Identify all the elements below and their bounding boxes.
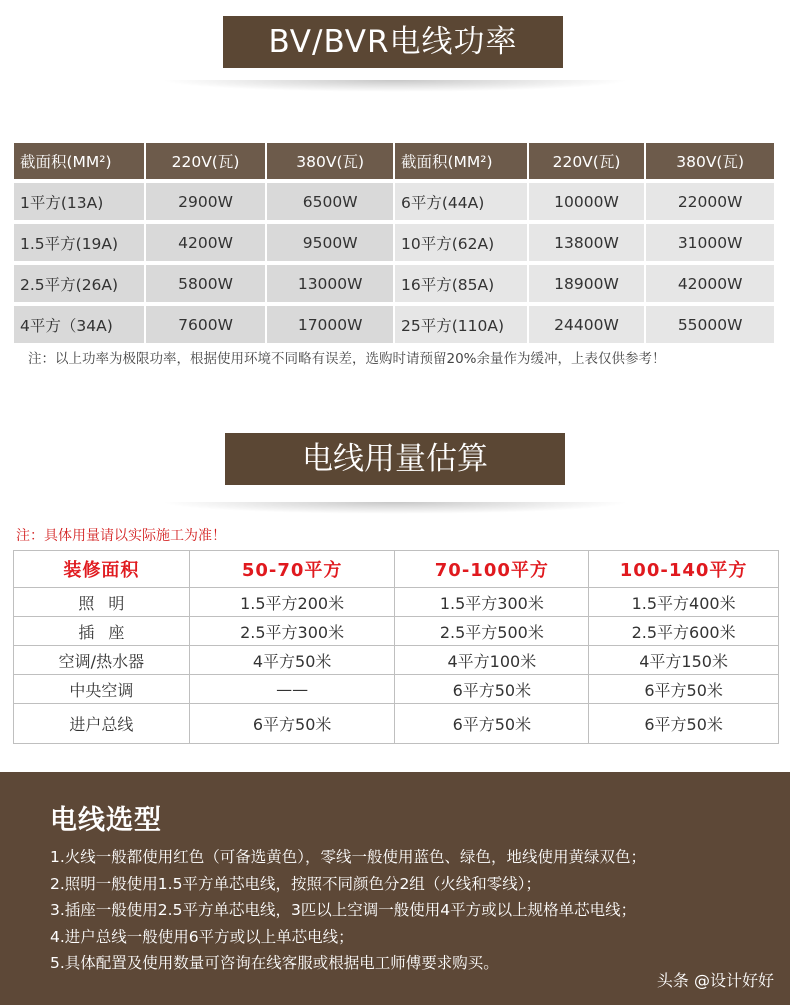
usage-note: 注：具体用量请以实际施工为准！ — [16, 528, 226, 544]
cell: 6平方50米 — [589, 704, 779, 744]
cell: 4平方（34A) — [14, 306, 144, 343]
cell: 10平方(62A) — [395, 224, 527, 261]
row-label: 空调/热水器 — [14, 646, 190, 675]
cell: 24400W — [529, 306, 645, 343]
cell: 22000W — [646, 183, 774, 220]
power-section-title: BV/BVR电线功率 — [223, 16, 563, 68]
header-380v-2: 380V(瓦) — [646, 143, 774, 179]
cell: 4200W — [146, 224, 266, 261]
cell: 13800W — [529, 224, 645, 261]
cell: 1平方(13A) — [14, 183, 144, 220]
cell: —— — [189, 675, 395, 704]
power-table-header-row — [14, 143, 774, 179]
header-220v-2: 220V(瓦) — [529, 143, 645, 179]
power-table-note: 注：以上功率为极限功率，根据使用环境不同略有误差，选购时请预留20%余量作为缓冲，上表仅供参考！ — [28, 351, 666, 367]
title-shadow — [160, 502, 630, 514]
cell: 2900W — [146, 183, 266, 220]
row-label: 插座 — [14, 617, 190, 646]
table-row — [14, 224, 774, 261]
cell: 4平方50米 — [189, 646, 395, 675]
cell: 25平方(110A) — [395, 306, 527, 343]
cell: 1.5平方200米 — [189, 588, 395, 617]
cell: 42000W — [646, 265, 774, 302]
power-table — [12, 139, 776, 347]
wire-selection-title: 电线选型 — [50, 805, 162, 836]
header-area: 装修面积 — [14, 551, 190, 588]
cell: 2.5平方500米 — [395, 617, 589, 646]
cell: 7600W — [146, 306, 266, 343]
cell: 6平方50米 — [589, 675, 779, 704]
cell: 1.5平方400米 — [589, 588, 779, 617]
header-380v: 380V(瓦) — [267, 143, 393, 179]
row-label: 中央空调 — [14, 675, 190, 704]
usage-section-title: 电线用量估算 — [225, 433, 565, 485]
table-row — [14, 675, 779, 704]
header-cross-section: 截面积(MM²) — [14, 143, 144, 179]
cell: 18900W — [529, 265, 645, 302]
cell: 31000W — [646, 224, 774, 261]
usage-table — [13, 550, 779, 744]
cell: 5800W — [146, 265, 266, 302]
cell: 6500W — [267, 183, 393, 220]
header-70-100: 70-100平方 — [395, 551, 589, 588]
list-item: 3.插座一般使用2.5平方单芯电线，3匹以上空调一般使用4平方或以上规格单芯电线； — [50, 901, 637, 919]
header-cross-section-2: 截面积(MM²) — [395, 143, 527, 179]
cell: 1.5平方(19A) — [14, 224, 144, 261]
usage-table-header-row — [14, 551, 779, 588]
cell: 4平方100米 — [395, 646, 589, 675]
wire-selection-list — [50, 844, 646, 977]
cell: 6平方50米 — [189, 704, 395, 744]
cell: 2.5平方(26A) — [14, 265, 144, 302]
cell: 1.5平方300米 — [395, 588, 589, 617]
cell: 9500W — [267, 224, 393, 261]
table-row — [14, 183, 774, 220]
cell: 2.5平方600米 — [589, 617, 779, 646]
row-label: 照明 — [14, 588, 190, 617]
table-row — [14, 306, 774, 343]
cell: 6平方(44A) — [395, 183, 527, 220]
list-item: 2.照明一般使用1.5平方单芯电线，按照不同颜色分2组（火线和零线）； — [50, 874, 542, 893]
cell: 55000W — [646, 306, 774, 343]
table-row — [14, 704, 779, 744]
cell: 4平方150米 — [589, 646, 779, 675]
cell: 10000W — [529, 183, 645, 220]
watermark: 头条 @设计好好 — [656, 971, 774, 990]
list-item: 5.具体配置及使用数量可咨询在线客服或根据电工师傅要求购买。 — [50, 954, 499, 972]
table-row — [14, 646, 779, 675]
cell: 6平方50米 — [395, 704, 589, 744]
cell: 16平方(85A) — [395, 265, 527, 302]
header-100-140: 100-140平方 — [589, 551, 779, 588]
cell: 2.5平方300米 — [189, 617, 395, 646]
table-row — [14, 588, 779, 617]
list-item: 1.火线一般都使用红色（可备选黄色），零线一般使用蓝色、绿色，地线使用黄绿双色； — [50, 848, 647, 866]
cell: 6平方50米 — [395, 675, 589, 704]
header-50-70: 50-70平方 — [189, 551, 395, 588]
row-label: 进户总线 — [14, 704, 190, 744]
cell: 17000W — [267, 306, 393, 343]
title-shadow — [160, 80, 630, 92]
wire-selection-panel — [0, 772, 790, 1005]
cell: 13000W — [267, 265, 393, 302]
table-row — [14, 617, 779, 646]
list-item: 4.进户总线一般使用6平方或以上单芯电线； — [50, 927, 354, 946]
table-row — [14, 265, 774, 302]
header-220v: 220V(瓦) — [146, 143, 266, 179]
